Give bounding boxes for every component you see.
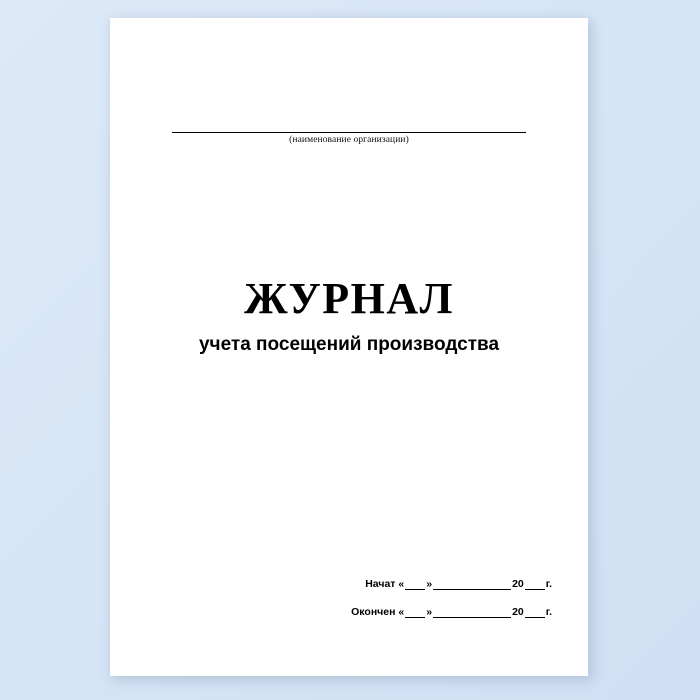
end-day-blank[interactable] xyxy=(405,606,425,618)
footer-block xyxy=(110,578,588,634)
end-date-row[interactable] xyxy=(110,606,588,618)
document-page xyxy=(110,18,588,676)
end-year-prefix: 20 xyxy=(512,606,524,618)
start-year-prefix: 20 xyxy=(512,578,524,590)
start-date-row[interactable] xyxy=(110,578,588,590)
end-label: Окончен xyxy=(351,606,396,618)
end-quote-close: » xyxy=(426,606,433,618)
start-quote-open: « xyxy=(398,578,405,590)
organization-name-line[interactable] xyxy=(172,118,526,133)
title-block xyxy=(110,276,588,356)
start-year-suffix: г. xyxy=(545,578,552,590)
start-day-blank[interactable] xyxy=(405,578,425,590)
end-year-blank[interactable] xyxy=(525,606,545,618)
organization-name-field[interactable] xyxy=(172,118,526,145)
start-label: Начат xyxy=(365,578,396,590)
end-year-suffix: г. xyxy=(545,606,552,618)
page-subtitle: учета посещений производства xyxy=(198,334,500,356)
start-quote-close: » xyxy=(426,578,433,590)
start-month-blank[interactable] xyxy=(433,578,511,590)
page-title: ЖУРНАЛ xyxy=(244,274,454,323)
organization-name-caption: (наименование организации) xyxy=(289,135,409,145)
end-month-blank[interactable] xyxy=(433,606,511,618)
start-year-blank[interactable] xyxy=(525,578,545,590)
end-quote-open: « xyxy=(398,606,405,618)
